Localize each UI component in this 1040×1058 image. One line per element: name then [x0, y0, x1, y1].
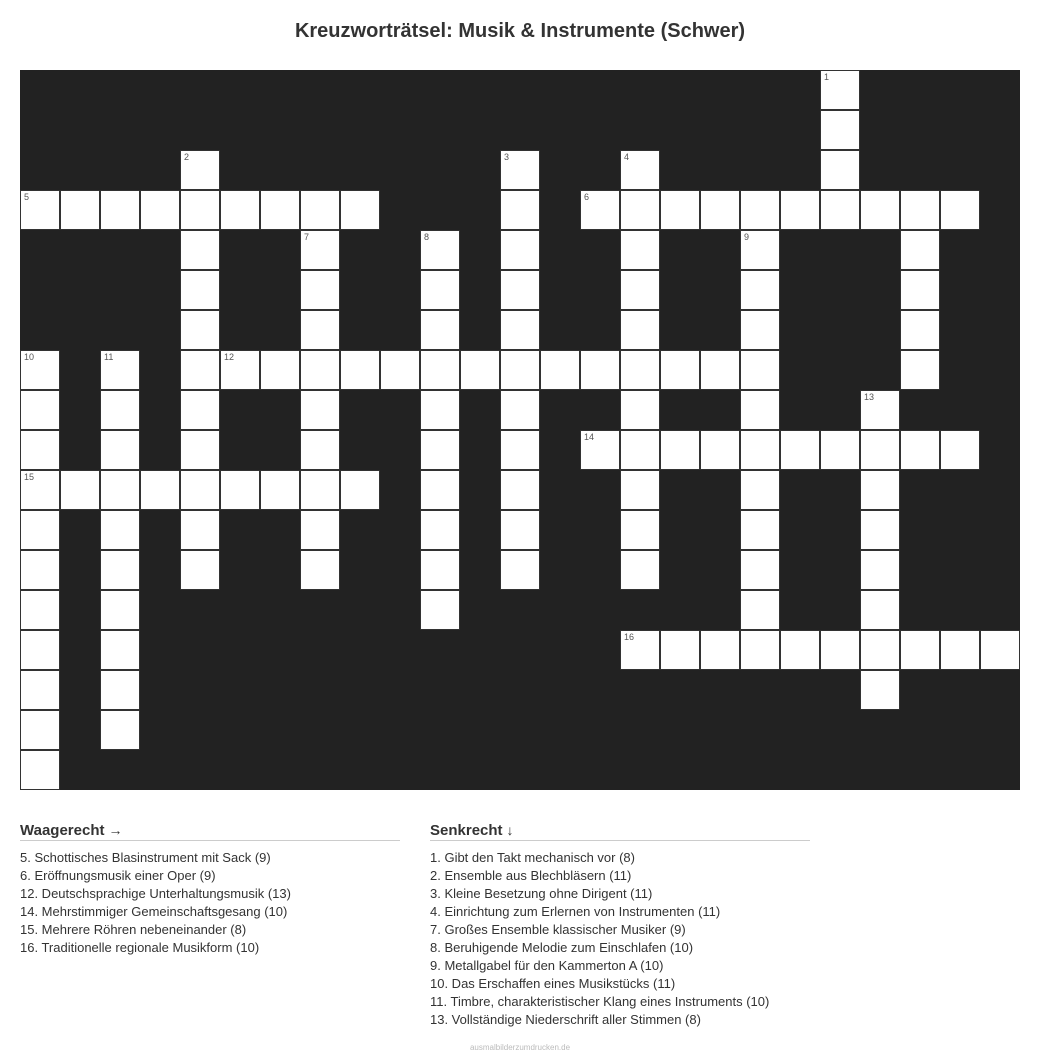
grid-cell[interactable] [820, 70, 860, 110]
grid-cell[interactable] [420, 270, 460, 310]
grid-cell[interactable] [260, 350, 300, 390]
grid-cell[interactable] [100, 470, 140, 510]
down-clue: 3. Kleine Besetzung ohne Dirigent (11) [430, 886, 653, 901]
grid-cell[interactable] [420, 470, 460, 510]
down-clue: 11. Timbre, charakteristischer Klang eines Instruments (10) [430, 994, 770, 1009]
grid-cell[interactable] [780, 630, 820, 670]
grid-cell[interactable] [540, 350, 580, 390]
grid-cell[interactable] [180, 470, 220, 510]
grid-cell[interactable] [340, 470, 380, 510]
grid-cell[interactable] [740, 590, 780, 630]
grid-cell[interactable] [620, 270, 660, 310]
grid-cell[interactable] [700, 350, 740, 390]
grid-cell[interactable] [300, 510, 340, 550]
grid-cell[interactable] [740, 310, 780, 350]
across-clue: 15. Mehrere Röhren nebeneinander (8) [20, 922, 247, 937]
grid-cell[interactable] [500, 270, 540, 310]
down-clue: 8. Beruhigende Melodie zum Einschlafen (10) [430, 940, 694, 955]
grid-cell[interactable] [620, 150, 660, 190]
grid-cell[interactable] [20, 630, 60, 670]
grid-cell[interactable] [620, 310, 660, 350]
grid-cell[interactable] [20, 510, 60, 550]
grid-cell[interactable] [780, 430, 820, 470]
grid-cell[interactable] [580, 430, 620, 470]
grid-cell[interactable] [740, 350, 780, 390]
down-clue: 2. Ensemble aus Blechbläsern (11) [430, 868, 632, 883]
grid-cell[interactable] [180, 190, 220, 230]
grid-cell[interactable] [300, 230, 340, 270]
grid-cell[interactable] [500, 390, 540, 430]
grid-cell[interactable] [420, 310, 460, 350]
across-heading-label: Waagerecht [20, 822, 105, 839]
grid-cell[interactable] [740, 470, 780, 510]
clue-number: 9 [744, 232, 750, 242]
grid-cell[interactable] [620, 550, 660, 590]
clue-number: 2 [184, 152, 190, 162]
grid-cell[interactable] [20, 470, 60, 510]
grid-cell[interactable] [660, 350, 700, 390]
across-clues [20, 822, 400, 957]
grid-cell[interactable] [500, 350, 540, 390]
grid-cell[interactable] [900, 190, 940, 230]
grid-cell[interactable] [220, 470, 260, 510]
clue-number: 13 [864, 392, 875, 402]
down-clue: 10. Das Erschaffen eines Musikstücks (11) [430, 976, 676, 991]
grid-cell[interactable] [700, 630, 740, 670]
grid-cell[interactable] [740, 230, 780, 270]
grid-cell[interactable] [340, 350, 380, 390]
grid-cell[interactable] [20, 670, 60, 710]
grid-cell[interactable] [940, 630, 980, 670]
grid-cell[interactable] [180, 550, 220, 590]
grid-cell[interactable] [300, 350, 340, 390]
grid-cell[interactable] [420, 430, 460, 470]
grid-cell[interactable] [820, 630, 860, 670]
grid-cell[interactable] [20, 190, 60, 230]
grid-cell[interactable] [860, 190, 900, 230]
down-clue: 1. Gibt den Takt mechanisch vor (8) [430, 850, 635, 865]
grid-cell[interactable] [900, 350, 940, 390]
clue-number: 3 [504, 152, 510, 162]
down-clue: 13. Vollständige Niederschrift aller Stimmen (8) [430, 1012, 701, 1027]
across-clue: 5. Schottisches Blasinstrument mit Sack (9) [20, 850, 271, 865]
grid-cell[interactable] [820, 150, 860, 190]
grid-cell[interactable] [580, 190, 620, 230]
down-clue: 7. Großes Ensemble klassischer Musiker (9) [430, 922, 686, 937]
grid-cell[interactable] [420, 350, 460, 390]
grid-cell[interactable] [180, 270, 220, 310]
grid-cell[interactable] [300, 470, 340, 510]
grid-cell[interactable] [620, 630, 660, 670]
down-clues [430, 822, 810, 1029]
clue-number: 12 [224, 352, 235, 362]
clue-number: 14 [584, 432, 595, 442]
grid-cell[interactable] [300, 310, 340, 350]
grid-cell[interactable] [740, 270, 780, 310]
grid-cell[interactable] [820, 110, 860, 150]
grid-cell[interactable] [860, 630, 900, 670]
grid-cell[interactable] [860, 470, 900, 510]
grid-cell[interactable] [740, 550, 780, 590]
grid-cell[interactable] [980, 630, 1020, 670]
grid-cell[interactable] [900, 270, 940, 310]
grid-cell[interactable] [660, 630, 700, 670]
grid-cell[interactable] [20, 350, 60, 390]
grid-cell[interactable] [620, 510, 660, 550]
grid-cell[interactable] [180, 390, 220, 430]
grid-cell[interactable] [420, 590, 460, 630]
grid-cell[interactable] [420, 230, 460, 270]
grid-cell[interactable] [140, 470, 180, 510]
grid-cell[interactable] [900, 310, 940, 350]
grid-cell[interactable] [500, 190, 540, 230]
grid-cell[interactable] [500, 230, 540, 270]
clue-number: 15 [24, 472, 35, 482]
grid-cell[interactable] [180, 350, 220, 390]
grid-cell[interactable] [300, 190, 340, 230]
grid-cell[interactable] [820, 190, 860, 230]
grid-cell[interactable] [20, 750, 60, 790]
grid-cell[interactable] [260, 190, 300, 230]
grid-cell[interactable] [860, 390, 900, 430]
grid-cell[interactable] [860, 590, 900, 630]
grid-cell[interactable] [180, 150, 220, 190]
grid-cell[interactable] [580, 350, 620, 390]
down-clue: 9. Metallgabel für den Kammerton A (10) [430, 958, 664, 973]
grid-cell[interactable] [140, 190, 180, 230]
grid-cell[interactable] [100, 510, 140, 550]
grid-cell[interactable] [420, 550, 460, 590]
grid-cell[interactable] [220, 190, 260, 230]
clue-number: 10 [24, 352, 35, 362]
grid-cell[interactable] [180, 430, 220, 470]
grid-cell[interactable] [20, 590, 60, 630]
grid-cell[interactable] [620, 430, 660, 470]
clue-number: 11 [104, 352, 114, 362]
grid-cell[interactable] [300, 430, 340, 470]
grid-cell[interactable] [500, 550, 540, 590]
grid-cell[interactable] [100, 710, 140, 750]
grid-cell[interactable] [100, 430, 140, 470]
grid-cell[interactable] [780, 190, 820, 230]
grid-cell[interactable] [500, 510, 540, 550]
across-clue: 12. Deutschsprachige Unterhaltungsmusik (13) [20, 886, 291, 901]
clue-number: 8 [424, 232, 430, 242]
grid-cell[interactable] [100, 630, 140, 670]
grid-cell[interactable] [220, 350, 260, 390]
clue-number: 5 [24, 192, 30, 202]
arrow-down-icon: ↓ [506, 822, 514, 838]
grid-cell[interactable] [900, 230, 940, 270]
across-clue: 14. Mehrstimmiger Gemeinschaftsgesang (10) [20, 904, 288, 919]
grid-cell[interactable] [460, 350, 500, 390]
grid-cell[interactable] [940, 190, 980, 230]
grid-cell[interactable] [740, 510, 780, 550]
down-heading-label: Senkrecht [430, 822, 503, 839]
grid-cell[interactable] [20, 710, 60, 750]
grid-cell[interactable] [100, 350, 140, 390]
down-heading [430, 822, 810, 841]
grid-cell[interactable] [260, 470, 300, 510]
grid-cell[interactable] [100, 190, 140, 230]
grid-cell[interactable] [100, 590, 140, 630]
grid-cell[interactable] [100, 390, 140, 430]
grid-cell[interactable] [180, 310, 220, 350]
grid-cell[interactable] [60, 470, 100, 510]
grid-cell[interactable] [420, 510, 460, 550]
grid-cell[interactable] [500, 150, 540, 190]
grid-cell[interactable] [940, 430, 980, 470]
grid-cell[interactable] [740, 190, 780, 230]
grid-cell[interactable] [820, 430, 860, 470]
clue-number: 4 [624, 152, 630, 162]
grid-cell[interactable] [860, 430, 900, 470]
grid-cell[interactable] [500, 310, 540, 350]
grid-cell[interactable] [500, 430, 540, 470]
grid-cell[interactable] [660, 190, 700, 230]
grid-cell[interactable] [620, 190, 660, 230]
grid-cell[interactable] [420, 390, 460, 430]
crossword-grid [20, 70, 1020, 790]
grid-cell[interactable] [900, 630, 940, 670]
grid-cell[interactable] [20, 430, 60, 470]
grid-cell[interactable] [620, 350, 660, 390]
grid-cell[interactable] [500, 470, 540, 510]
grid-cell[interactable] [100, 550, 140, 590]
clue-number: 16 [624, 632, 635, 642]
grid-cell[interactable] [340, 190, 380, 230]
clue-number: 1 [824, 72, 830, 82]
grid-cell[interactable] [660, 430, 700, 470]
across-clue: 6. Eröffnungsmusik einer Oper (9) [20, 868, 216, 883]
grid-cell[interactable] [180, 510, 220, 550]
grid-cell[interactable] [740, 630, 780, 670]
grid-cell[interactable] [900, 430, 940, 470]
across-clue: 16. Traditionelle regionale Musikform (10) [20, 940, 260, 955]
clue-number: 7 [304, 232, 310, 242]
grid-cell[interactable] [60, 190, 100, 230]
grid-cell[interactable] [20, 550, 60, 590]
arrow-right-icon: → [108, 822, 123, 838]
down-clue: 4. Einrichtung zum Erlernen von Instrumenten (11) [430, 904, 721, 919]
grid-cell[interactable] [300, 390, 340, 430]
grid-cell[interactable] [20, 390, 60, 430]
grid-cell[interactable] [100, 670, 140, 710]
across-heading [20, 822, 400, 841]
grid-cell[interactable] [860, 510, 900, 550]
grid-cell[interactable] [700, 430, 740, 470]
grid-cell[interactable] [860, 670, 900, 710]
grid-cell[interactable] [620, 390, 660, 430]
grid-cell[interactable] [620, 230, 660, 270]
grid-cell[interactable] [740, 390, 780, 430]
grid-cell[interactable] [740, 430, 780, 470]
grid-cell[interactable] [180, 230, 220, 270]
grid-cell[interactable] [300, 270, 340, 310]
grid-cell[interactable] [860, 550, 900, 590]
grid-cell[interactable] [700, 190, 740, 230]
clue-number: 6 [584, 192, 590, 202]
grid-cell[interactable] [620, 470, 660, 510]
page-title: Kreuzworträtsel: Musik & Instrumente (Schwer) [294, 20, 746, 42]
footer-watermark: ausmalbilderzumdrucken.de [469, 1043, 571, 1052]
grid-cell[interactable] [380, 350, 420, 390]
grid-cell[interactable] [300, 550, 340, 590]
